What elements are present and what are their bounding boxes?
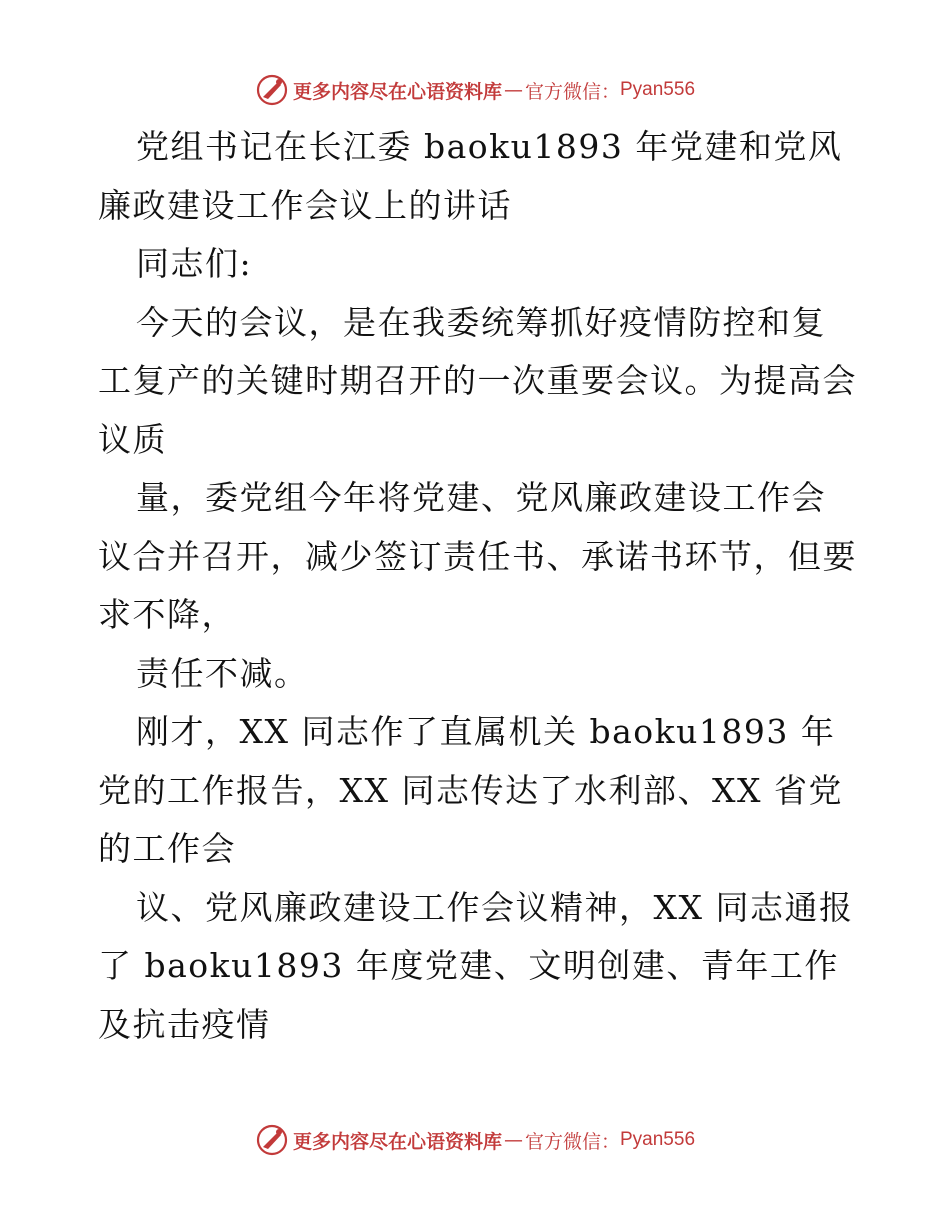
banner-wechat-id: Pyan556 <box>620 79 696 100</box>
paragraph: 今天的会议，是在我委统筹抓好疫情防控和复工复产的关键时期召开的一次重要会议。为提高会议质 <box>98 302 857 459</box>
banner-separator: — <box>503 1129 523 1151</box>
document-title: 党组书记在长江委 baoku1893 年党建和党风廉政建设工作会议上的讲话 <box>98 127 843 225</box>
paragraph: 议、党风廉政建设工作会议精神，XX 同志通报了 baoku1893 年度党建、文明创建、青年工作及抗击疫情 <box>98 887 854 1044</box>
banner-sub-text: 官方微信： <box>524 1130 620 1153</box>
banner-text <box>293 1127 695 1154</box>
banner-sub-text: 官方微信： <box>524 80 620 103</box>
banner-separator: — <box>503 79 523 101</box>
document-body <box>98 118 858 1054</box>
pen-logo-icon <box>255 73 289 107</box>
paragraph: 量，委党组今年将党建、党风廉政建设工作会议合并召开，减少签订责任书、承诺书环节，但要求不降， <box>98 478 857 634</box>
banner-main-text: 更多内容尽在心语资料库 <box>292 1130 502 1153</box>
paragraph: 刚才，XX 同志作了直属机关 baoku1893 年党的工作报告，XX 同志传达了水利部、XX 省党的工作会 <box>98 712 843 868</box>
banner-text <box>293 77 695 104</box>
paragraph: 责任不减。 <box>136 653 309 693</box>
footer-banner <box>0 1120 950 1160</box>
pen-logo-icon <box>255 1123 289 1157</box>
banner-main-text: 更多内容尽在心语资料库 <box>292 80 502 103</box>
salutation: 同志们: <box>136 244 253 283</box>
header-banner <box>0 70 950 110</box>
banner-wechat-id: Pyan556 <box>620 1129 696 1150</box>
